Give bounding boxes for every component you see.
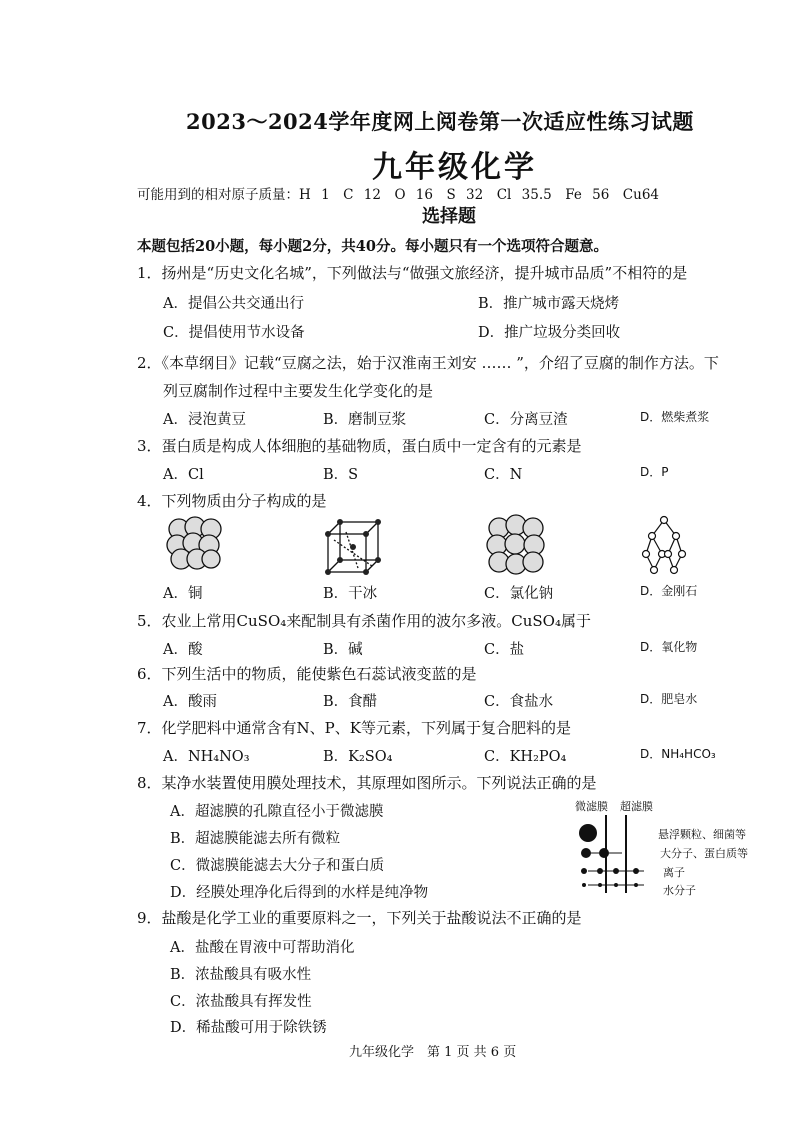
q3-option-d: D．P: [640, 465, 669, 479]
q6-option-d: D．肥皂水: [640, 692, 698, 706]
question-3-stem: 3．蛋白质是构成人体细胞的基础物质，蛋白质中一定含有的元素是: [137, 437, 582, 455]
q5-option-a: A．酸: [163, 642, 203, 658]
suspended-particles-label: 悬浮颗粒、细菌等: [658, 828, 746, 841]
diamond-structure-image: [640, 514, 688, 578]
q9-option-b: B．浓盐酸具有吸水性: [170, 967, 312, 983]
q7-option-d: D．NH₄HCO₃: [640, 747, 716, 761]
question-2-stem-cont: 列豆腐制作过程中主要发生化学变化的是: [163, 382, 434, 400]
atomic-masses: 可能用到的相对原子质量：H 1 C 12 O 16 S 32 Cl 35.5 Fe 56 Cu64: [137, 187, 659, 203]
q1-option-a: A．提倡公共交通出行: [163, 296, 304, 312]
q1-option-b: B．推广城市露天烧烤: [478, 296, 620, 312]
q8-option-a: A．超滤膜的孔隙直径小于微滤膜: [170, 804, 384, 820]
question-5-stem: 5．农业上常用CuSO₄来配制具有杀菌作用的波尔多液。CuSO₄属于: [137, 612, 591, 630]
q8-option-b: B．超滤膜能滤去所有微粒: [170, 831, 341, 847]
section-heading: 选择题: [422, 206, 476, 227]
dry-ice-structure-image: [322, 518, 384, 578]
question-2-stem: 2．《本草纲目》记载“豆腐之法，始于汉淮南王刘安 …… ”，介绍了豆腐的制作方法。下: [137, 354, 719, 372]
q2-option-c: C．分离豆渣: [484, 412, 568, 428]
q8-option-c: C．微滤膜能滤去大分子和蛋白质: [170, 858, 385, 874]
macromolecules-label: 大分子、蛋白质等: [660, 847, 748, 860]
q1-option-d: D．推广垃圾分类回收: [478, 325, 621, 341]
question-9-stem: 9．盐酸是化学工业的重要原料之一，下列关于盐酸说法不正确的是: [137, 909, 582, 927]
question-4-stem: 4．下列物质由分子构成的是: [137, 492, 327, 510]
q9-option-a: A．盐酸在胃液中可帮助消化: [170, 940, 355, 956]
microfiltration-label: 微滤膜: [575, 800, 608, 813]
instructions: 本题包括20小题，每小题2分，共40分。每小题只有一个选项符合题意。: [137, 238, 608, 255]
q4-option-c: C．氯化钠: [484, 586, 554, 602]
q4-option-a: A．铜: [163, 586, 203, 602]
exam-subtitle: 九年级化学: [372, 150, 537, 185]
ions-label: 离子: [663, 866, 685, 879]
q9-option-c: C．浓盐酸具有挥发性: [170, 994, 312, 1010]
q6-option-b: B．食醋: [323, 694, 378, 710]
question-6-stem: 6．下列生活中的物质，能使紫色石蕊试液变蓝的是: [137, 665, 477, 683]
copper-structure-image: [165, 515, 225, 573]
page-footer: 九年级化学 第 1 页 共 6 页: [349, 1045, 517, 1060]
q7-option-c: C．KH₂PO₄: [484, 749, 567, 765]
ultrafiltration-label: 超滤膜: [620, 800, 653, 813]
q9-option-d: D．稀盐酸可用于除铁锈: [170, 1020, 327, 1036]
q7-option-b: B．K₂SO₄: [323, 749, 393, 765]
q3-option-a: A．Cl: [163, 467, 204, 483]
question-1-stem: 1．扬州是“历史文化名城”，下列做法与“做强文旅经济，提升城市品质”不相符的是: [137, 264, 688, 282]
water-molecules-label: 水分子: [663, 884, 696, 897]
sodium-chloride-structure-image: [485, 514, 547, 576]
q8-option-d: D．经膜处理净化后得到的水样是纯净物: [170, 885, 429, 901]
q4-option-b: B．干冰: [323, 586, 378, 602]
q2-option-d: D．燃柴煮浆: [640, 410, 710, 424]
q2-option-b: B．磨制豆浆: [323, 412, 407, 428]
q3-option-b: B．S: [323, 467, 359, 483]
q5-option-c: C．盐: [484, 642, 525, 658]
q3-option-c: C．N: [484, 467, 523, 483]
q7-option-a: A．NH₄NO₃: [163, 749, 250, 765]
question-7-stem: 7．化学肥料中通常含有N、P、K等元素，下列属于复合肥料的是: [137, 719, 571, 737]
q1-option-c: C．提倡使用节水设备: [163, 325, 305, 341]
q5-option-b: B．碱: [323, 642, 363, 658]
q6-option-c: C．食盐水: [484, 694, 554, 710]
membrane-diagram: [574, 815, 654, 895]
q5-option-d: D．氧化物: [640, 640, 698, 654]
q6-option-a: A．酸雨: [163, 694, 217, 710]
q2-option-a: A．浸泡黄豆: [163, 412, 246, 428]
q4-option-d: D．金刚石: [640, 584, 698, 598]
exam-title: 2023～2024学年度网上阅卷第一次适应性练习试题: [186, 109, 694, 134]
question-8-stem: 8．某净水装置使用膜处理技术，其原理如图所示。下列说法正确的是: [137, 774, 597, 792]
